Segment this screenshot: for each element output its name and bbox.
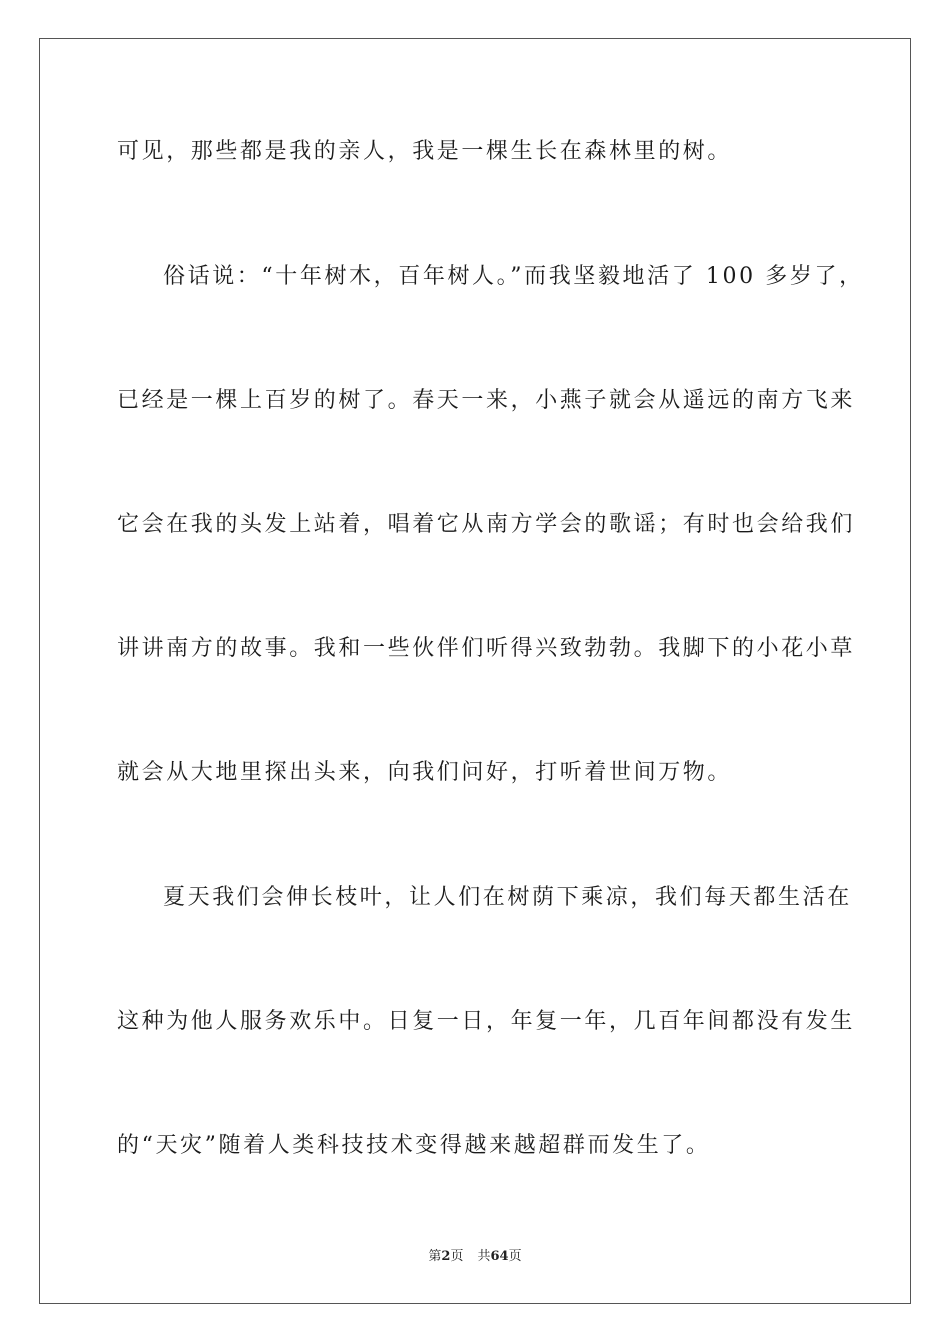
total-suffix: 页 [508,1249,522,1264]
page-prefix: 第 [428,1249,442,1264]
page-number: 2 [441,1249,451,1264]
text-line-5: 讲讲南方的故事。我和一些伙伴们听得兴致勃勃。我脚下的小花小草 [117,636,856,661]
text-line-4: 它会在我的头发上站着，唱着它从南方学会的歌谣；有时也会给我们 [117,512,856,537]
text-line-8: 这种为他人服务欢乐中。日复一日，年复一年，几百年间都没有发生 [117,1009,856,1034]
text-line-1: 可见，那些都是我的亲人，我是一棵生长在森林里的树。 [117,139,733,164]
text-line-6: 就会从大地里探出头来，向我们问好，打听着世间万物。 [117,760,733,785]
page-border [39,38,911,1304]
page-footer [0,1248,950,1266]
page-suffix: 页 [450,1249,464,1264]
text-line-9: 的“天灾”随着人类科技技术变得越来越超群而发生了。 [117,1133,711,1158]
total-prefix: 共 [477,1249,491,1264]
total-pages: 64 [490,1249,509,1264]
text-line-3: 已经是一棵上百岁的树了。春天一来，小燕子就会从遥远的南方飞来 [117,388,856,413]
text-line-7: 夏天我们会伸长枝叶，让人们在树荫下乘凉，我们每天都生活在 [163,885,852,910]
text-line-2: 俗话说：“十年树木，百年树人。”而我坚毅地活了 100 多岁了， [163,264,864,289]
